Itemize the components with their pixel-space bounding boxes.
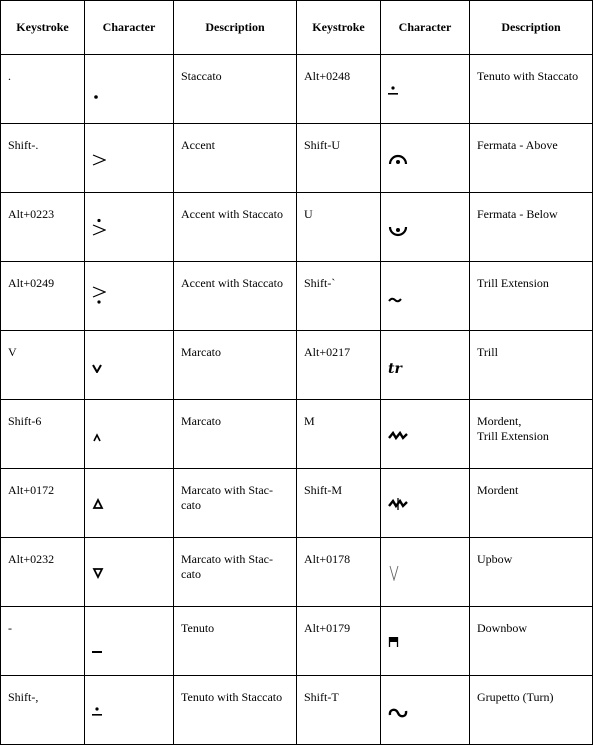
description-text: Accent with Staccato bbox=[181, 207, 283, 221]
table-row bbox=[1, 193, 593, 262]
description-cell bbox=[174, 262, 297, 331]
keystroke-text: Shift-6 bbox=[8, 414, 42, 428]
keystroke-text: Alt+0217 bbox=[304, 345, 351, 359]
grupetto-turn-icon bbox=[388, 706, 408, 723]
trill-icon bbox=[388, 360, 406, 379]
keystroke-text: Shift-. bbox=[8, 138, 39, 152]
description-cell bbox=[470, 262, 593, 331]
description-text: Marcato with Stac- cato bbox=[181, 483, 273, 512]
keystroke-text: - bbox=[8, 621, 12, 635]
accent-icon bbox=[92, 154, 106, 169]
keystroke-text: Alt+0172 bbox=[8, 483, 55, 497]
description-text: Fermata - Above bbox=[477, 138, 558, 152]
description-text: Tenuto bbox=[181, 621, 215, 635]
keystroke-cell bbox=[1, 538, 85, 607]
keystroke-text: Alt+0178 bbox=[304, 552, 351, 566]
marcato-down-icon bbox=[92, 362, 102, 376]
keystroke-cell bbox=[297, 124, 381, 193]
keystroke-text: Alt+0223 bbox=[8, 207, 55, 221]
keystroke-text: Alt+0232 bbox=[8, 552, 55, 566]
description-cell bbox=[174, 607, 297, 676]
description-cell bbox=[470, 400, 593, 469]
marcato-with-staccato-down-icon bbox=[92, 567, 104, 582]
fermata-above-icon bbox=[388, 150, 408, 169]
keystroke-cell bbox=[297, 55, 381, 124]
description-text: Trill Extension bbox=[477, 276, 549, 290]
description-text: Upbow bbox=[477, 552, 513, 566]
character-cell bbox=[85, 55, 174, 124]
character-cell bbox=[381, 607, 470, 676]
description-cell bbox=[174, 124, 297, 193]
description-text: Marcato with Stac- cato bbox=[181, 552, 273, 581]
mordent-icon bbox=[388, 497, 408, 514]
table-row bbox=[1, 55, 593, 124]
keystroke-cell bbox=[297, 400, 381, 469]
character-cell bbox=[85, 607, 174, 676]
character-cell bbox=[85, 193, 174, 262]
table-row bbox=[1, 538, 593, 607]
description-cell bbox=[174, 55, 297, 124]
tenuto-with-staccato-icon bbox=[92, 706, 104, 721]
description-text: Fermata - Below bbox=[477, 207, 558, 221]
description-cell bbox=[470, 124, 593, 193]
keystroke-cell bbox=[1, 262, 85, 331]
keystroke-text: Shift-U bbox=[304, 138, 340, 152]
header-row bbox=[1, 1, 593, 55]
description-text: Downbow bbox=[477, 621, 527, 635]
upbow-icon bbox=[388, 565, 400, 584]
fermata-below-icon bbox=[388, 225, 408, 244]
keystroke-cell bbox=[297, 331, 381, 400]
header-character: Character bbox=[381, 1, 470, 55]
character-cell bbox=[381, 55, 470, 124]
table-row bbox=[1, 676, 593, 745]
header-keystroke: Keystroke bbox=[297, 1, 381, 55]
keystroke-text: Alt+0179 bbox=[304, 621, 351, 635]
character-cell bbox=[85, 469, 174, 538]
description-text: Marcato bbox=[181, 414, 221, 428]
keystroke-cell bbox=[1, 400, 85, 469]
marcato-with-staccato-up-icon bbox=[92, 498, 104, 513]
header-character: Character bbox=[85, 1, 174, 55]
keystroke-text: Shift-` bbox=[304, 276, 336, 290]
description-cell bbox=[174, 193, 297, 262]
description-text: Tenuto with Staccato bbox=[477, 69, 579, 83]
table-row bbox=[1, 262, 593, 331]
keystroke-text: Shift-, bbox=[8, 690, 39, 704]
table-row bbox=[1, 469, 593, 538]
table-row bbox=[1, 124, 593, 193]
table-row bbox=[1, 607, 593, 676]
description-cell bbox=[470, 193, 593, 262]
description-text: Staccato bbox=[181, 69, 222, 83]
keystroke-cell bbox=[1, 124, 85, 193]
keystroke-text: Shift-M bbox=[304, 483, 343, 497]
character-cell bbox=[85, 331, 174, 400]
keystroke-text: Shift-T bbox=[304, 690, 339, 704]
description-text: Tenuto with Staccato bbox=[181, 690, 283, 704]
mordent-trill-extension-icon bbox=[388, 430, 408, 444]
character-cell bbox=[381, 676, 470, 745]
description-text: Grupetto (Turn) bbox=[477, 690, 554, 704]
keystroke-cell bbox=[1, 676, 85, 745]
keystroke-cell bbox=[297, 538, 381, 607]
marcato-up-icon bbox=[92, 431, 102, 445]
description-cell bbox=[470, 55, 593, 124]
description-cell bbox=[174, 469, 297, 538]
character-cell bbox=[381, 262, 470, 331]
description-cell bbox=[470, 607, 593, 676]
keystroke-cell bbox=[297, 262, 381, 331]
accent-with-staccato-icon bbox=[92, 218, 106, 241]
character-cell bbox=[381, 400, 470, 469]
tenuto-with-staccato-icon bbox=[388, 85, 400, 100]
description-cell bbox=[174, 676, 297, 745]
description-cell bbox=[470, 469, 593, 538]
description-cell bbox=[174, 331, 297, 400]
description-text: Accent with Staccato bbox=[181, 276, 283, 290]
description-text: Accent bbox=[181, 138, 215, 152]
character-cell bbox=[85, 676, 174, 745]
character-cell bbox=[381, 469, 470, 538]
svg-text:tr: tr bbox=[388, 361, 402, 376]
keystroke-text: U bbox=[304, 207, 313, 221]
description-cell bbox=[470, 676, 593, 745]
keystroke-cell bbox=[1, 55, 85, 124]
keystroke-cell bbox=[297, 607, 381, 676]
description-text: Mordent, Trill Extension bbox=[477, 414, 549, 443]
keystroke-cell bbox=[1, 469, 85, 538]
keystroke-cell bbox=[1, 193, 85, 262]
keystroke-text: Alt+0248 bbox=[304, 69, 351, 83]
description-cell bbox=[470, 538, 593, 607]
keystroke-text: M bbox=[304, 414, 315, 428]
character-cell bbox=[85, 262, 174, 331]
description-text: Marcato bbox=[181, 345, 221, 359]
character-cell bbox=[85, 538, 174, 607]
keystroke-cell bbox=[1, 607, 85, 676]
trill-extension-icon bbox=[388, 293, 402, 307]
staccato-icon bbox=[92, 90, 100, 104]
description-cell bbox=[470, 331, 593, 400]
keystroke-cell bbox=[297, 193, 381, 262]
table-row bbox=[1, 400, 593, 469]
keystroke-cell bbox=[1, 331, 85, 400]
header-description: Description bbox=[174, 1, 297, 55]
table-row bbox=[1, 331, 593, 400]
header-keystroke: Keystroke bbox=[1, 1, 85, 55]
character-cell bbox=[85, 124, 174, 193]
character-cell bbox=[381, 193, 470, 262]
character-cell bbox=[381, 331, 470, 400]
description-text: Mordent bbox=[477, 483, 519, 497]
description-cell bbox=[174, 400, 297, 469]
keystroke-cell bbox=[297, 676, 381, 745]
accent-with-staccato-below-icon bbox=[92, 286, 106, 309]
tenuto-icon bbox=[92, 644, 104, 658]
character-cell bbox=[85, 400, 174, 469]
keystroke-text: . bbox=[8, 69, 11, 83]
downbow-icon bbox=[388, 636, 400, 651]
header-description: Description bbox=[470, 1, 593, 55]
keystroke-text: Alt+0249 bbox=[8, 276, 55, 290]
keystroke-text: V bbox=[8, 345, 17, 359]
keystroke-cell bbox=[297, 469, 381, 538]
description-cell bbox=[174, 538, 297, 607]
character-cell bbox=[381, 124, 470, 193]
character-cell bbox=[381, 538, 470, 607]
description-text: Trill bbox=[477, 345, 498, 359]
